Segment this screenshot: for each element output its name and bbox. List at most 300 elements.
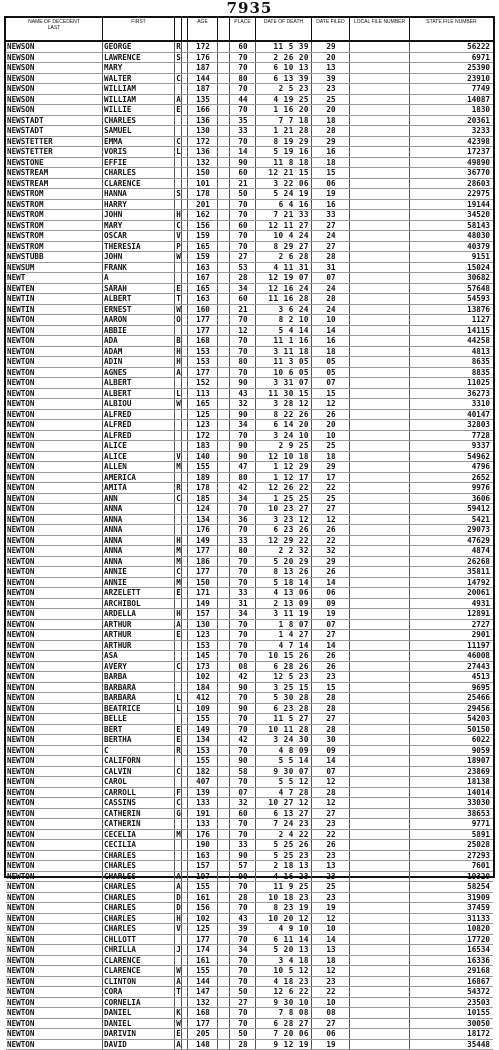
place-cell: 28 [230,273,256,283]
middle-initial-cell: H [175,536,182,546]
county-cell [218,483,230,493]
middle-initial-cell: D [175,903,182,913]
age-cell: 140 [188,452,218,462]
last-name-cell: NEWTON [6,746,103,756]
table-row [6,998,493,1009]
local-file-number-cell [350,399,410,409]
state-file-number-cell: 18138 [410,777,493,787]
middle-initial-cell [175,651,182,661]
middle-initial-cell: C [175,137,182,147]
place-cell: 43 [230,389,256,399]
first-name-cell: CHARLES [103,924,175,934]
first-name-cell: WILLIAM [103,84,175,94]
local-file-number-cell [350,588,410,598]
last-name-cell: NEWTON [6,966,103,976]
county-cell [218,872,230,882]
state-file-number-cell: 31133 [410,914,493,924]
middle-initial-cell: W [175,966,182,976]
state-file-number-cell: 16867 [410,977,493,987]
first-name-cell: OSCAR [103,231,175,241]
table-row [6,168,493,179]
state-file-number-cell: 36770 [410,168,493,178]
date-filed-cell: 29 [312,462,350,472]
local-file-number-cell [350,1040,410,1050]
local-file-number-cell [350,74,410,84]
local-file-number-cell [350,494,410,504]
age-cell: 159 [188,252,218,262]
place-cell: 70 [230,200,256,210]
first-name-cell: ALICE [103,452,175,462]
date-of-death-cell: 6 4 16 [256,200,312,210]
middle-initial-cell: L [175,704,182,714]
middle-initial-cell [175,263,182,273]
state-file-number-cell: 10155 [410,1008,493,1018]
table-row [6,630,493,641]
first-name-cell: SAMUEL [103,126,175,136]
table-row [6,210,493,221]
age-cell: 144 [188,977,218,987]
date-filed-cell: 30 [312,735,350,745]
date-of-death-cell: 5 30 28 [256,693,312,703]
last-name-cell: NEWTON [6,693,103,703]
state-file-number-cell: 54593 [410,294,493,304]
first-name-cell: ANN [103,494,175,504]
age-cell: 178 [188,189,218,199]
age-cell: 176 [188,525,218,535]
local-file-number-cell [350,977,410,987]
local-file-number-cell [350,347,410,357]
table-row [6,872,493,883]
county-cell [218,347,230,357]
last-name-cell: NEWSTONE [6,158,103,168]
date-filed-cell: 12 [312,777,350,787]
age-cell: 155 [188,882,218,892]
local-file-number-cell [350,42,410,52]
first-name-cell: MARY [103,63,175,73]
state-file-number-cell: 27443 [410,662,493,672]
first-name-cell: HARRY [103,200,175,210]
local-file-number-cell [350,252,410,262]
middle-initial-cell: S [175,189,182,199]
county-cell [218,210,230,220]
county-cell [218,452,230,462]
middle-initial-cell: C [175,494,182,504]
date-of-death-cell: 6 23 28 [256,704,312,714]
last-name-cell: NEWSTROM [6,200,103,210]
middle-initial-cell [175,641,182,651]
local-file-number-cell [350,242,410,252]
last-name-cell: NEWTON [6,851,103,861]
last-name-cell: NEWTON [6,599,103,609]
middle-initial-cell [175,851,182,861]
table-row [6,389,493,400]
table-row [6,420,493,431]
age-cell: 157 [188,609,218,619]
last-name-cell: NEWTON [6,326,103,336]
place-cell: 12 [230,326,256,336]
middle-initial-cell: L [175,389,182,399]
middle-initial-cell [175,819,182,829]
age-cell: 165 [188,284,218,294]
date-of-death-cell: 2 18 13 [256,861,312,871]
first-name-cell: CORA [103,987,175,997]
last-name-cell: NEWTON [6,315,103,325]
middle-initial-cell [175,515,182,525]
date-of-death-cell: 10 20 12 [256,914,312,924]
table-row [6,105,493,116]
date-filed-cell: 33 [312,210,350,220]
first-name-cell: DANIEL [103,1019,175,1029]
state-file-number-cell: 54203 [410,714,493,724]
last-name-cell: NEWTON [6,578,103,588]
state-file-number-cell: 57648 [410,284,493,294]
county-cell [218,546,230,556]
last-name-cell: NEWTON [6,735,103,745]
state-file-number-cell: 27293 [410,851,493,861]
first-name-cell: SARAH [103,284,175,294]
place-cell: 32 [230,399,256,409]
age-cell: 173 [188,662,218,672]
date-of-death-cell: 10 27 12 [256,798,312,808]
date-of-death-cell: 4 13 06 [256,588,312,598]
place-cell: 90 [230,441,256,451]
last-name-cell: NEWTON [6,725,103,735]
date-filed-cell: 10 [312,315,350,325]
middle-initial-cell: E [175,735,182,745]
state-file-number-cell: 37459 [410,903,493,913]
state-file-number-cell: 29073 [410,525,493,535]
date-of-death-cell: 7 20 06 [256,1029,312,1039]
first-name-cell: CHARLES [103,168,175,178]
first-name-cell: CHARLES [103,882,175,892]
place-cell: 80 [230,473,256,483]
age-cell: 125 [188,410,218,420]
last-name-cell: NEWTON [6,1008,103,1018]
local-file-number-cell [350,452,410,462]
date-filed-cell: 07 [312,767,350,777]
middle-initial-cell: C [175,767,182,777]
state-file-number-cell: 40379 [410,242,493,252]
date-of-death-cell: 1 12 29 [256,462,312,472]
local-file-number-cell [350,557,410,567]
place-cell: 70 [230,777,256,787]
state-file-number-cell: 18172 [410,1029,493,1039]
state-file-number-cell: 20061 [410,588,493,598]
last-name-cell: NEWSTROM [6,221,103,231]
table-row [6,74,493,85]
table-row [6,714,493,725]
first-name-cell: BARBA [103,672,175,682]
county-cell [218,777,230,787]
date-of-death-cell: 7 7 18 [256,116,312,126]
middle-initial-cell: H [175,357,182,367]
local-file-number-cell [350,315,410,325]
county-cell [218,168,230,178]
middle-initial-cell [175,420,182,430]
last-name-cell: NEWTON [6,483,103,493]
first-name-cell: ANNA [103,546,175,556]
date-of-death-cell: 8 22 26 [256,410,312,420]
middle-initial-cell: B [175,336,182,346]
state-file-number-cell: 19144 [410,200,493,210]
first-name-cell: ARDELLA [103,609,175,619]
state-file-number-cell: 3310 [410,399,493,409]
table-row [6,399,493,410]
place-cell: 70 [230,966,256,976]
place-cell: 90 [230,410,256,420]
age-cell: 130 [188,620,218,630]
place-cell: 70 [230,1019,256,1029]
date-of-death-cell: 6 28 26 [256,662,312,672]
local-file-number-cell [350,809,410,819]
last-name-cell: NEWTON [6,420,103,430]
last-name-cell: NEWTON [6,987,103,997]
local-file-number-cell [350,273,410,283]
county-cell [218,735,230,745]
state-file-number-cell: 3606 [410,494,493,504]
place-cell: 80 [230,357,256,367]
state-file-number-cell: 49890 [410,158,493,168]
middle-initial-cell: R [175,42,182,52]
place-cell: 35 [230,116,256,126]
age-cell: 153 [188,746,218,756]
age-cell: 133 [188,798,218,808]
date-filed-cell: 15 [312,389,350,399]
middle-initial-cell [175,683,182,693]
middle-initial-cell: M [175,830,182,840]
county-cell [218,882,230,892]
state-file-number-cell: 10820 [410,924,493,934]
table-row [6,378,493,389]
place-cell: 21 [230,179,256,189]
table-row [6,357,493,368]
last-name-cell: NEWTON [6,441,103,451]
date-of-death-cell: 7 21 33 [256,210,312,220]
table-row [6,746,493,757]
place-cell: 70 [230,819,256,829]
age-cell: 156 [188,903,218,913]
first-name-cell: ANNA [103,525,175,535]
place-cell: 70 [230,504,256,514]
middle-initial-cell [175,410,182,420]
local-file-number-cell [350,462,410,472]
date-filed-cell: 16 [312,336,350,346]
first-name-cell: BERT [103,725,175,735]
county-cell [218,809,230,819]
place-cell: 70 [230,63,256,73]
date-of-death-cell: 8 19 29 [256,137,312,147]
state-file-number-cell: 31909 [410,893,493,903]
place-cell: 70 [230,242,256,252]
date-filed-cell: 39 [312,74,350,84]
local-file-number-cell [350,872,410,882]
table-row [6,683,493,694]
date-of-death-cell: 9 30 07 [256,767,312,777]
place-cell: 70 [230,315,256,325]
date-of-death-cell: 5 5 12 [256,777,312,787]
place-cell: 14 [230,147,256,157]
date-filed-cell: 07 [312,620,350,630]
age-cell: 149 [188,599,218,609]
state-file-number-cell: 59412 [410,504,493,514]
last-name-cell: NEWTIN [6,305,103,315]
date-of-death-cell: 8 23 19 [256,903,312,913]
table-row [6,882,493,893]
date-of-death-cell: 4 19 25 [256,95,312,105]
middle-initial-cell: M [175,462,182,472]
age-cell: 153 [188,357,218,367]
middle-initial-cell: A [175,1040,182,1050]
first-name-cell: JOHN [103,210,175,220]
table-row [6,1019,493,1030]
date-filed-cell: 07 [312,273,350,283]
last-name-cell: NEWTON [6,756,103,766]
first-name-cell: LAWRENCE [103,53,175,63]
last-name-cell: NEWTON [6,903,103,913]
table-row [6,336,493,347]
age-cell: 182 [188,767,218,777]
local-file-number-cell [350,840,410,850]
place-cell: 44 [230,95,256,105]
middle-initial-cell: F [175,788,182,798]
first-name-cell: ANNIE [103,578,175,588]
middle-initial-cell: M [175,557,182,567]
last-name-cell: NEWSON [6,74,103,84]
middle-initial-cell [175,998,182,1008]
age-cell: 191 [188,809,218,819]
first-name-cell: A [103,273,175,283]
last-name-cell: NEWTON [6,494,103,504]
date-of-death-cell: 2 4 22 [256,830,312,840]
age-cell: 152 [188,378,218,388]
county-cell [218,788,230,798]
date-of-death-cell: 9 12 19 [256,1040,312,1050]
last-name-cell: NEWTON [6,651,103,661]
last-name-cell: NEWSTREAM [6,168,103,178]
place-cell: 33 [230,536,256,546]
place-cell: 70 [230,935,256,945]
age-cell: 168 [188,1008,218,1018]
local-file-number-cell [350,599,410,609]
place-cell: 34 [230,284,256,294]
place-cell: 80 [230,74,256,84]
date-filed-cell: 16 [312,200,350,210]
county-cell [218,357,230,367]
county-cell [218,147,230,157]
age-cell: 174 [188,945,218,955]
date-filed-cell: 10 [312,431,350,441]
last-name-cell: NEWSTETTER [6,147,103,157]
date-filed-cell: 26 [312,567,350,577]
middle-initial-cell: C [175,221,182,231]
local-file-number-cell [350,441,410,451]
date-filed-cell: 13 [312,945,350,955]
county-cell [218,326,230,336]
table-row [6,924,493,935]
date-filed-cell: 13 [312,861,350,871]
place-cell: 70 [230,84,256,94]
table-row [6,326,493,337]
last-name-cell: NEWTON [6,378,103,388]
date-of-death-cell: 3 25 15 [256,683,312,693]
middle-initial-cell: C [175,798,182,808]
middle-initial-cell [175,116,182,126]
date-filed-cell: 26 [312,662,350,672]
county-cell [218,977,230,987]
place-cell: 70 [230,567,256,577]
table-row [6,546,493,557]
first-name-cell: BELLE [103,714,175,724]
table-row [6,294,493,305]
table-row [6,735,493,746]
middle-initial-cell: W [175,399,182,409]
state-file-number-cell: 4796 [410,462,493,472]
last-name-cell: NEWTON [6,368,103,378]
age-cell: 161 [188,893,218,903]
age-cell: 172 [188,431,218,441]
date-of-death-cell: 7 24 23 [256,819,312,829]
first-name-cell: CLINTON [103,977,175,987]
local-file-number-cell [350,767,410,777]
middle-initial-cell [175,473,182,483]
first-name-cell: FRANK [103,263,175,273]
state-file-number-cell: 20361 [410,116,493,126]
header-place: PLACE [230,18,256,40]
local-file-number-cell [350,746,410,756]
age-cell: 166 [188,105,218,115]
table-row [6,263,493,274]
age-cell: 155 [188,756,218,766]
last-name-cell: NEWTON [6,714,103,724]
date-of-death-cell: 4 7 14 [256,641,312,651]
date-of-death-cell: 11 5 27 [256,714,312,724]
age-cell: 186 [188,557,218,567]
place-cell: 33 [230,126,256,136]
state-file-number-cell: 8835 [410,368,493,378]
age-cell: 172 [188,42,218,52]
age-cell: 162 [188,210,218,220]
first-name-cell: AGNES [103,368,175,378]
place-cell: 33 [230,840,256,850]
last-name-cell: NEWTON [6,462,103,472]
first-name-cell: CHARLES [103,851,175,861]
state-file-number-cell: 11197 [410,641,493,651]
last-name-cell: NEWSTETTER [6,137,103,147]
middle-initial-cell [175,441,182,451]
date-of-death-cell: 12 11 27 [256,221,312,231]
age-cell: 132 [188,158,218,168]
last-name-cell: NEWTON [6,546,103,556]
age-cell: 161 [188,956,218,966]
first-name-cell: ANNA [103,504,175,514]
date-of-death-cell: 3 23 12 [256,515,312,525]
county-cell [218,410,230,420]
age-cell: 177 [188,368,218,378]
first-name-cell: ALBERT [103,378,175,388]
date-of-death-cell: 11 9 25 [256,882,312,892]
middle-initial-cell [175,179,182,189]
local-file-number-cell [350,851,410,861]
date-of-death-cell: 4 8 09 [256,746,312,756]
state-file-number-cell: 5421 [410,515,493,525]
local-file-number-cell [350,137,410,147]
local-file-number-cell [350,168,410,178]
place-cell: 70 [230,746,256,756]
age-cell: 177 [188,567,218,577]
date-filed-cell: 06 [312,1029,350,1039]
middle-initial-cell [175,126,182,136]
first-name-cell: ALLEN [103,462,175,472]
